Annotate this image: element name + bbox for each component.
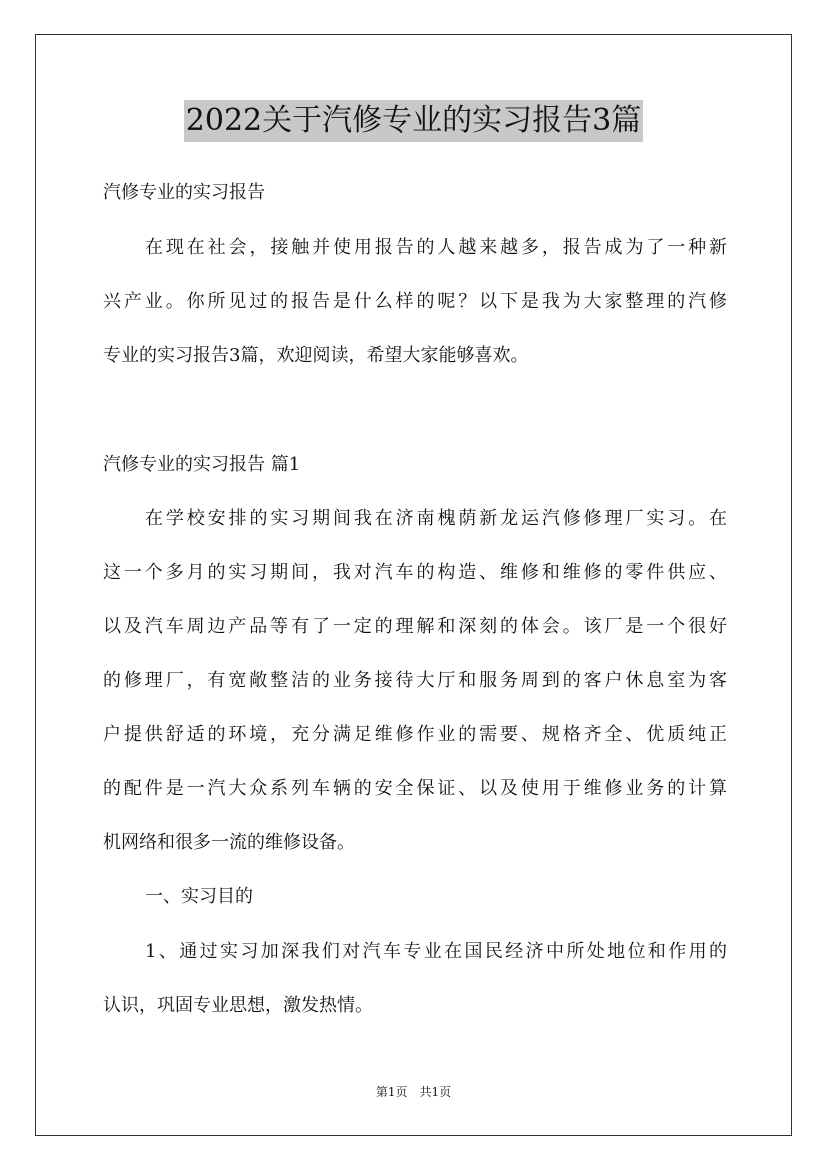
intro-heading: 汽修专业的实习报告 <box>103 182 265 203</box>
paragraph-line: 认识，巩固专业思想，激发热情。 <box>103 995 373 1016</box>
title-container <box>0 100 827 142</box>
part1-heading: 汽修专业的实习报告 篇1 <box>103 454 301 475</box>
paragraph-line: 在学校安排的实习期间我在济南槐荫新龙运汽修修理厂实习。在 <box>145 508 727 529</box>
paragraph-line: 的配件是一汽大众系列车辆的安全保证、以及使用于维修业务的计算 <box>103 778 727 799</box>
section-heading: 一、实习目的 <box>145 886 253 907</box>
paragraph-line: 的修理厂，有宽敞整洁的业务接待大厅和服务周到的客户休息室为客 <box>103 670 727 691</box>
paragraph-line: 机网络和很多一流的维修设备。 <box>103 832 355 853</box>
paragraph-line: 这一个多月的实习期间，我对汽车的构造、维修和维修的零件供应、 <box>103 562 727 583</box>
paragraph-line: 以及汽车周边产品等有了一定的理解和深刻的体会。该厂是一个很好 <box>103 616 727 637</box>
paragraph-line: 兴产业。你所见过的报告是什么样的呢？以下是我为大家整理的汽修 <box>103 291 727 312</box>
paragraph-line: 户提供舒适的环境，充分满足维修作业的需要、规格齐全、优质纯正 <box>103 724 727 745</box>
paragraph-line: 1、通过实习加深我们对汽车专业在国民经济中所处地位和作用的 <box>145 941 727 962</box>
paragraph-line: 专业的实习报告3篇，欢迎阅读，希望大家能够喜欢。 <box>103 345 529 366</box>
paragraph-line: 在现在社会，接触并使用报告的人越来越多，报告成为了一种新 <box>145 237 727 258</box>
document-title: 2022关于汽修专业的实习报告3篇 <box>184 100 643 142</box>
page-number-footer: 第1页 共1页 <box>375 1085 452 1099</box>
